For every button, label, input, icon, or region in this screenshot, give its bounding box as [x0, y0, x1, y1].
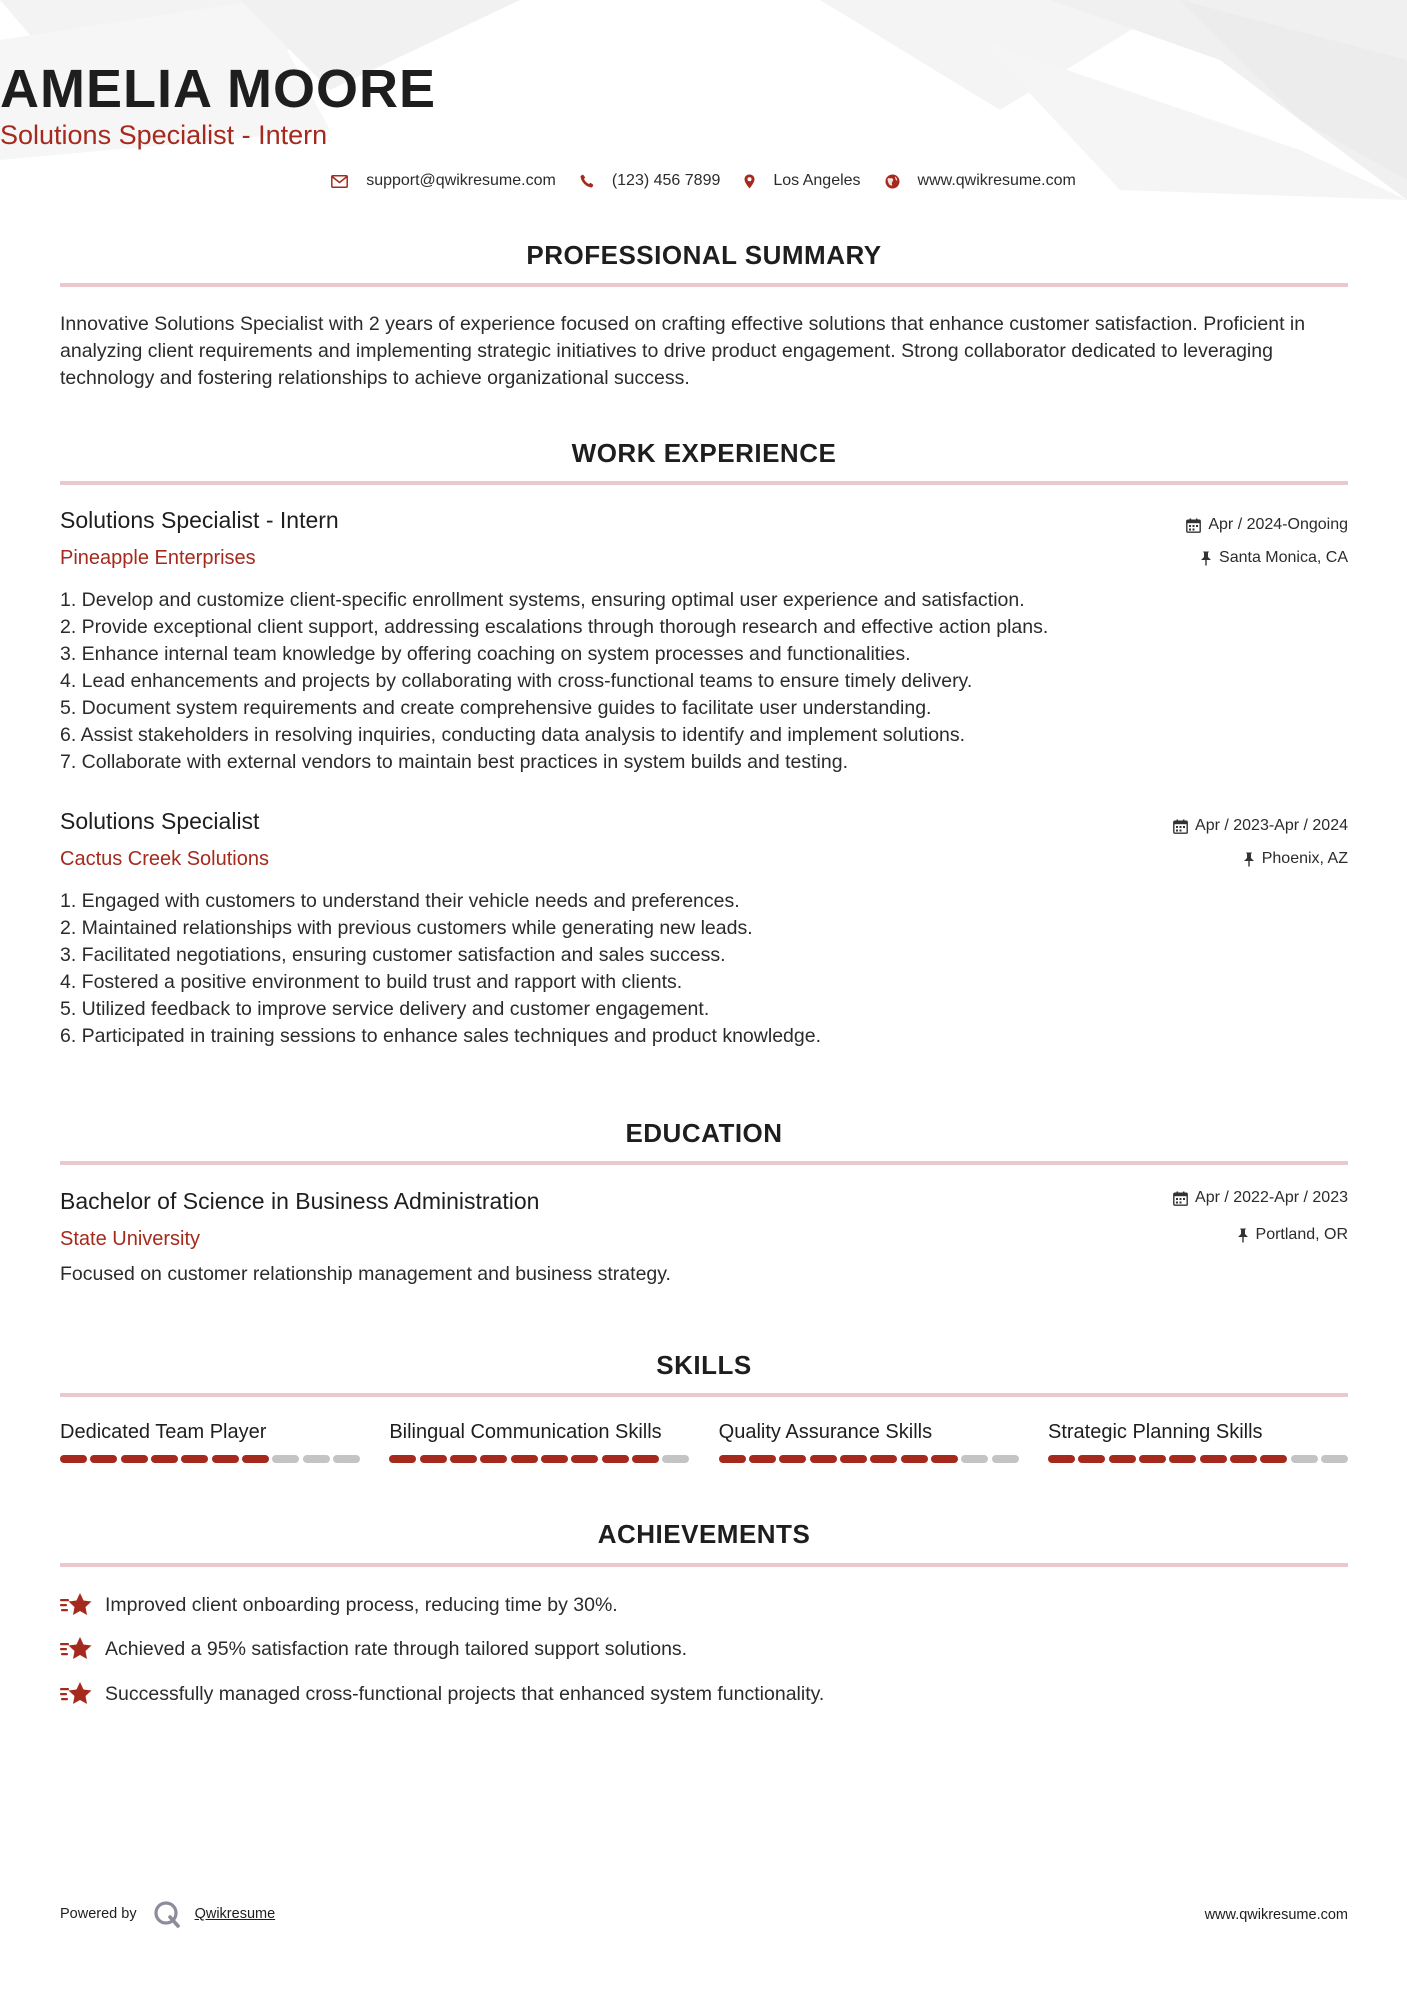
achievement-text: Successfully managed cross-functional projects that enhanced system functionality. — [105, 1682, 825, 1705]
education-location — [1237, 1226, 1348, 1244]
company-name: Pineapple Enterprises — [60, 547, 256, 569]
skill-name: Quality Assurance Skills — [718, 1421, 933, 1443]
job-dates-text: Apr / 2024-Ongoing — [1208, 516, 1348, 533]
skill-segment-filled — [719, 1455, 746, 1463]
summary-divider — [60, 283, 1348, 287]
education-location-text: Portland, OR — [1255, 1226, 1348, 1243]
star-icon — [60, 1636, 93, 1662]
skill-segment-filled — [389, 1455, 416, 1463]
skill-segment-filled — [1078, 1455, 1105, 1463]
skill-item — [389, 1421, 689, 1463]
skill-segment-empty — [1321, 1455, 1348, 1463]
skill-segment-filled — [1139, 1455, 1166, 1463]
skill-segment-filled — [60, 1455, 87, 1463]
skill-segment-filled — [571, 1455, 598, 1463]
skill-name: Strategic Planning Skills — [1047, 1421, 1263, 1443]
skill-segment-empty — [961, 1455, 988, 1463]
candidate-title: Solutions Specialist - Intern — [0, 120, 328, 150]
company-name: Cactus Creek Solutions — [60, 848, 269, 870]
job-location-text: Santa Monica, CA — [1219, 549, 1348, 566]
star-icon — [60, 1681, 93, 1707]
contact-email[interactable] — [331, 172, 556, 190]
list-item: 3. Facilitated negotiations, ensuring customer satisfaction and sales success. — [60, 944, 726, 966]
calendar-icon — [1173, 1191, 1188, 1206]
skill-segment-filled — [1169, 1455, 1196, 1463]
skill-segment-filled — [1109, 1455, 1136, 1463]
skill-level-bar — [719, 1455, 1019, 1463]
skill-segment-filled — [90, 1455, 117, 1463]
skill-segment-empty — [303, 1455, 330, 1463]
achievement-text: Achieved a 95% satisfaction rate through tailored support solutions. — [105, 1637, 688, 1660]
skill-item — [60, 1421, 360, 1463]
job-title: Solutions Specialist — [60, 808, 260, 834]
skill-name: Bilingual Communication Skills — [389, 1421, 662, 1443]
skill-segment-filled — [931, 1455, 958, 1463]
education-description: Focused on customer relationship management and business strategy. — [60, 1263, 671, 1285]
skill-segment-filled — [480, 1455, 507, 1463]
envelope-icon — [331, 175, 348, 188]
achievements-heading: ACHIEVEMENTS — [597, 1519, 811, 1549]
footer-website[interactable]: www.qwikresume.com — [1204, 1907, 1348, 1923]
calendar-icon — [1173, 819, 1188, 834]
job-location — [1200, 549, 1348, 567]
pushpin-icon — [1200, 551, 1212, 566]
list-item: 6. Participated in training sessions to enhance sales techniques and product knowledge. — [60, 1025, 821, 1047]
phone-icon — [580, 174, 594, 188]
experience-divider — [60, 481, 1348, 485]
contact-bar — [0, 172, 1407, 190]
skills-divider — [60, 1393, 1348, 1397]
list-item: 2. Maintained relationships with previous customers while generating new leads. — [60, 917, 753, 939]
list-item: 4. Fostered a positive environment to build trust and rapport with clients. — [60, 971, 683, 993]
education-dates — [1173, 1189, 1348, 1207]
skill-name: Dedicated Team Player — [60, 1421, 267, 1443]
map-pin-icon — [744, 174, 755, 189]
skill-segment-filled — [901, 1455, 928, 1463]
contact-phone[interactable] — [580, 172, 721, 190]
skill-segment-filled — [1048, 1455, 1075, 1463]
summary-heading: PROFESSIONAL SUMMARY — [526, 240, 882, 270]
pushpin-icon — [1237, 1228, 1249, 1243]
skill-segment-empty — [662, 1455, 689, 1463]
star-icon — [60, 1592, 93, 1618]
candidate-name: AMELIA MOORE — [0, 59, 436, 119]
list-item: 6. Assist stakeholders in resolving inquiries, conducting data analysis to identify and implement solutions. — [60, 724, 966, 746]
skill-segment-filled — [151, 1455, 178, 1463]
education-divider — [60, 1161, 1348, 1165]
powered-by-label: Powered by — [60, 1906, 137, 1922]
skill-segment-empty — [1291, 1455, 1318, 1463]
contact-website[interactable] — [885, 172, 1076, 190]
pushpin-icon — [1243, 852, 1255, 867]
skill-segment-filled — [181, 1455, 208, 1463]
achievement-item — [60, 1592, 618, 1618]
skill-segment-filled — [121, 1455, 148, 1463]
skill-segment-filled — [1200, 1455, 1227, 1463]
globe-icon — [885, 174, 900, 189]
phone-text: (123) 456 7899 — [611, 172, 721, 189]
achievement-text: Improved client onboarding process, reducing time by 30%. — [105, 1593, 618, 1616]
location-text: Los Angeles — [773, 172, 861, 189]
skill-segment-empty — [992, 1455, 1019, 1463]
skill-segment-empty — [333, 1455, 360, 1463]
skill-level-bar — [1048, 1455, 1348, 1463]
skills-list — [60, 1421, 1348, 1463]
website-text: www.qwikresume.com — [917, 172, 1076, 189]
experience-heading: WORK EXPERIENCE — [571, 438, 837, 468]
school-name: State University — [60, 1228, 201, 1250]
qwikresume-logo-icon — [153, 1900, 181, 1928]
skill-segment-filled — [810, 1455, 837, 1463]
list-item: 1. Develop and customize client-specific enrollment systems, ensuring optimal user experience and satisfaction. — [60, 589, 1025, 611]
education-heading: EDUCATION — [625, 1118, 783, 1148]
job-dates-text: Apr / 2023-Apr / 2024 — [1195, 817, 1348, 834]
skill-segment-filled — [541, 1455, 568, 1463]
skill-segment-filled — [420, 1455, 447, 1463]
skill-segment-filled — [1230, 1455, 1257, 1463]
skill-segment-filled — [602, 1455, 629, 1463]
skill-segment-filled — [749, 1455, 776, 1463]
calendar-icon — [1186, 518, 1201, 533]
skill-segment-filled — [779, 1455, 806, 1463]
education-dates-text: Apr / 2022-Apr / 2023 — [1195, 1189, 1348, 1206]
skill-segment-filled — [840, 1455, 867, 1463]
email-text: support@qwikresume.com — [366, 172, 556, 189]
job-dates — [1186, 516, 1348, 534]
summary-text: Innovative Solutions Specialist with 2 years of experience focused on crafting effective solutions that enhance customer satisfaction. Proficient in analyzing client requirements and implementing strategic initiatives to drive product engagement. Strong collaborator dedicated to leveraging technology and fostering relationships to achieve organizational success. — [60, 313, 1306, 389]
list-item: 1. Engaged with customers to understand their vehicle needs and preferences. — [60, 890, 740, 912]
skill-item — [1048, 1421, 1348, 1463]
list-item: 2. Provide exceptional client support, addressing escalations through thorough research and effective action plans. — [60, 616, 1049, 638]
achievement-item — [60, 1636, 687, 1662]
job-responsibilities — [60, 888, 1348, 1050]
achievements-divider — [60, 1563, 1348, 1567]
job-dates — [1173, 817, 1348, 835]
skill-segment-empty — [272, 1455, 299, 1463]
job-responsibilities — [60, 587, 1348, 776]
degree-title: Bachelor of Science in Business Administration — [60, 1188, 540, 1214]
list-item: 4. Lead enhancements and projects by collaborating with cross-functional teams to ensure timely delivery. — [60, 670, 973, 692]
skill-segment-filled — [632, 1455, 659, 1463]
skills-heading: SKILLS — [656, 1350, 752, 1380]
skill-segment-filled — [450, 1455, 477, 1463]
skill-item — [719, 1421, 1019, 1463]
list-item: 5. Utilized feedback to improve service delivery and customer engagement. — [60, 998, 710, 1020]
achievement-item — [60, 1681, 824, 1707]
brand-link[interactable]: Qwikresume — [194, 1906, 276, 1922]
job-location-text: Phoenix, AZ — [1261, 850, 1348, 867]
skill-segment-filled — [870, 1455, 897, 1463]
job-location — [1243, 850, 1348, 868]
skill-segment-filled — [212, 1455, 239, 1463]
list-item: 5. Document system requirements and create comprehensive guides to facilitate user understanding. — [60, 697, 932, 719]
contact-location — [744, 172, 860, 190]
skill-segment-filled — [1260, 1455, 1287, 1463]
footer-powered-by — [60, 1900, 275, 1928]
skill-segment-filled — [242, 1455, 269, 1463]
list-item: 7. Collaborate with external vendors to maintain best practices in system builds and testing. — [60, 751, 848, 773]
skill-level-bar — [389, 1455, 689, 1463]
skill-segment-filled — [511, 1455, 538, 1463]
job-title: Solutions Specialist - Intern — [60, 507, 339, 533]
list-item: 3. Enhance internal team knowledge by offering coaching on system processes and functionalities. — [60, 643, 911, 665]
skill-level-bar — [60, 1455, 360, 1463]
